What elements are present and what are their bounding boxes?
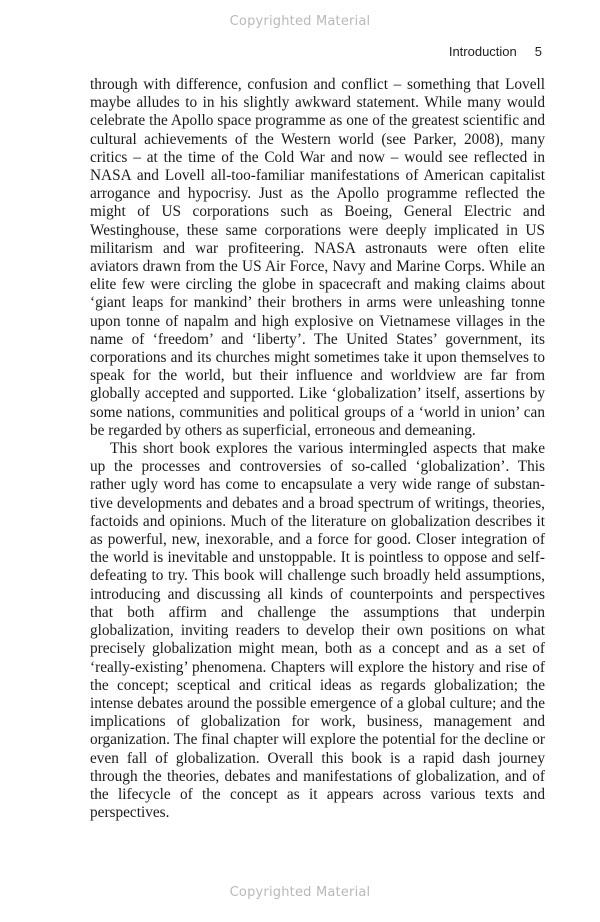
copyright-watermark-top: Copyrighted Material — [229, 14, 371, 29]
chapter-title: Introduction — [448, 44, 517, 59]
copyright-watermark-bottom: Copyrighted Material — [229, 885, 371, 900]
paragraph: through with difference, confusion and conflict – something that Lovell maybe alludes to in his slightly awkward statement. While many would celebrate the Apollo space programme as one of the greatest scientific and cultural achievements of the Western world (see Parker, 2008), many critics – at the time of the Cold War and now – would see reflected in NASA and Lovell all-too-familiar manifestations of American capitalist arrogance and hypocrisy. Just as the Apollo programme reflected the might of US corporations such as Boeing, General Electric and Westinghouse, these same corporations were deeply implicated in US militarism and war profiteering. NASA astronauts were often elite aviators drawn from the US Air Force, Navy and Marine Corps. While an elite few were circling the globe in spacecraft and making claims about ‘giant leaps for mankind’ their brothers in arms were unleashing tonne upon tonne of napalm and high explosive on Vietnamese villages in the name of ‘freedom’ and ‘liberty’. The United States’ government, its corporations and its churches might sometimes take it upon themselves to speak for the world, but their influence and worldview are far from globally accepted and supported. Like ‘globalization’ itself, assertions by some nations, communities and political groups of a ‘world in union’ can be regarded by others as superficial, erroneous and demeaning. — [90, 76, 545, 439]
running-head — [449, 44, 542, 59]
page-number: 5 — [534, 44, 542, 59]
paragraph: This short book explores the various intermingled aspects that make up the processes and controversies of so-called ‘globalization’. This rather ugly word has come to encapsulate a very wide range of substantive developments and debates and a broad spectrum of writings, theories, factoids and opinions. Much of the literature on globalization describes it as powerful, new, inexorable, and a force for good. Closer integration of the world is inevitable and unstoppable. It is pointless to oppose and self-defeating to try. This book will challenge such broadly held assumptions, introducing and discussing all kinds of counterpoints and perspectives that both affirm and challenge the assumptions that underpin globalization, inviting readers to develop their own positions on what precisely globalization might mean, both as a concept and as a set of ‘really-existing’ phenomena. Chapters will explore the history and rise of the concept; sceptical and critical ideas as regards globalization; the intense debates around the possible emergence of a global culture; and the implications of globalization for work, business, management and organization. The final chapter will explore the potential for the decline or even fall of globalization. Overall this book is a rapid dash journey through the theories, debates and manifestations of globalization, and of the lifecycle of the concept as it appears across various texts and perspectives. — [90, 440, 545, 822]
body-text — [90, 76, 545, 822]
